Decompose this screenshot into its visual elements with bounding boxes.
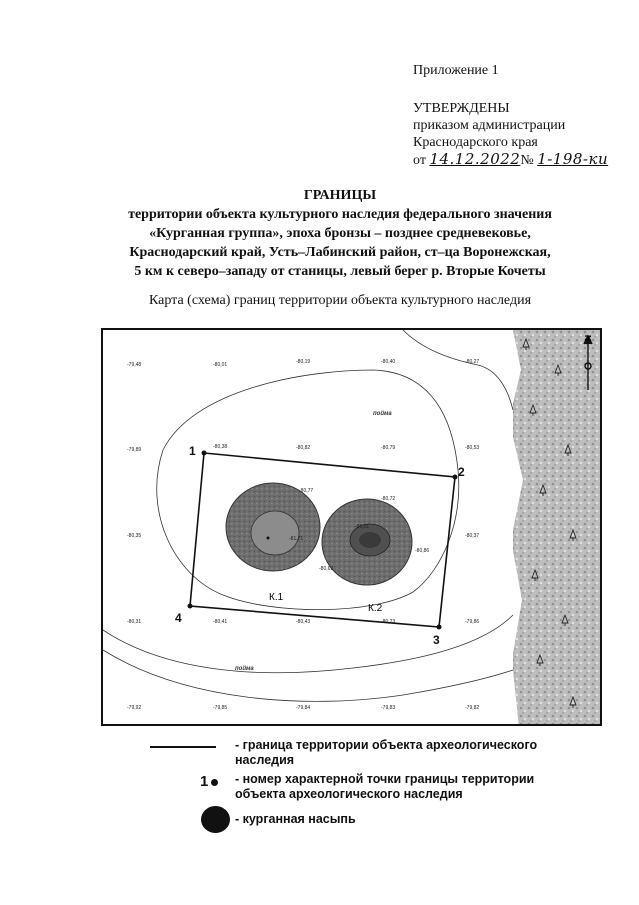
point-dot-icon: [211, 779, 218, 786]
title-line-3: Краснодарский край, Усть–Лабинский район, ст–ца Воронежская,: [129, 245, 551, 260]
appendix-label: Приложение 1: [413, 63, 499, 78]
document-title: [40, 186, 639, 281]
elevation: -79,83: [381, 705, 396, 711]
spot-height: -80,86: [415, 548, 430, 554]
mound-label-k2: К.2: [368, 603, 383, 614]
date-value: 14.12.2022: [429, 150, 521, 168]
point-number-4: 4: [175, 611, 182, 625]
elevation: -79,85: [213, 705, 228, 711]
title-heading: ГРАНИЦЫ: [303, 188, 377, 203]
mound-label-k1: К.1: [269, 592, 284, 603]
number-prefix: №: [520, 153, 534, 168]
elevation: -80,37: [465, 533, 480, 539]
terrain-label-1: пойма: [373, 411, 392, 417]
spot-height: -80,77: [299, 488, 314, 494]
legend-boundary-line-2: наследия: [235, 753, 295, 767]
legend-point-text: [235, 772, 534, 802]
legend-point-line-1: - номер характерной точки границы территории: [235, 772, 535, 786]
elevation: -79,89: [127, 447, 142, 453]
north-label: N: [583, 335, 592, 341]
elevation: -80,40: [381, 359, 396, 365]
number-value: 1-198-ки: [537, 150, 609, 168]
spot-height: -80,72: [381, 496, 396, 502]
legend-line-sample: [150, 746, 216, 748]
legend-boundary-text: [235, 738, 537, 768]
elevation: -79,92: [127, 705, 142, 711]
elevation: -80,19: [296, 359, 311, 365]
elevation: -79,84: [296, 705, 311, 711]
elevation: -80,43: [296, 619, 311, 625]
spot-height: -80,01: [355, 524, 370, 530]
elevation: -80,01: [213, 362, 228, 368]
mound-k1: [226, 483, 320, 571]
spot-height: -80,69: [319, 566, 334, 572]
point-number-1: 1: [189, 444, 196, 458]
elevation: -80,27: [465, 359, 480, 365]
boundary-map: [101, 328, 602, 726]
approved-line-1: приказом администрации: [413, 118, 566, 133]
approved-title: УТВЕРЖДЕНЫ: [413, 101, 510, 116]
approved-line-2: Краснодарского края: [413, 135, 538, 150]
legend: [150, 738, 620, 828]
mound-k2: [322, 499, 412, 585]
legend-boundary-line-1: - граница территории объекта археологического: [235, 738, 538, 752]
mound-swatch-icon: [201, 806, 230, 833]
point-number-2: 2: [458, 465, 465, 479]
elevation: -80,41: [213, 619, 228, 625]
legend-point-sample: [200, 773, 218, 790]
elevation: -80,23: [381, 619, 396, 625]
elevation: -80,31: [127, 619, 142, 625]
title-line-4: 5 км к северо–западу от станицы, левый берег р. Вторые Кочеты: [134, 264, 546, 279]
legend-point-line-2: объекта археологического наследия: [235, 787, 463, 801]
elevation: -80,82: [296, 445, 311, 451]
point-number-3: 3: [433, 633, 440, 647]
approval-block: [413, 100, 608, 169]
spot-height: -81,71: [289, 536, 304, 542]
legend-mound-text: - курганная насыпь: [235, 812, 356, 826]
elevation: -79,82: [465, 705, 480, 711]
elevation: -79,48: [127, 362, 142, 368]
date-prefix: от: [413, 153, 426, 168]
elevation: -80,38: [213, 444, 228, 450]
elevation: -80,79: [381, 445, 396, 451]
terrain-label-2: пойма: [235, 666, 254, 672]
approval-date-line: [413, 151, 608, 169]
elevation: -80,35: [127, 533, 142, 539]
legend-point-number: 1: [200, 773, 209, 790]
map-caption: Карта (схема) границ территории объекта культурного наследия: [148, 293, 532, 308]
title-line-2: «Курганная группа», эпоха бронзы – позднее средневековье,: [149, 226, 531, 241]
elevation: -79,86: [465, 619, 480, 625]
title-line-1: территории объекта культурного наследия федерального значения: [128, 207, 552, 222]
elevation: -80,53: [465, 445, 480, 451]
